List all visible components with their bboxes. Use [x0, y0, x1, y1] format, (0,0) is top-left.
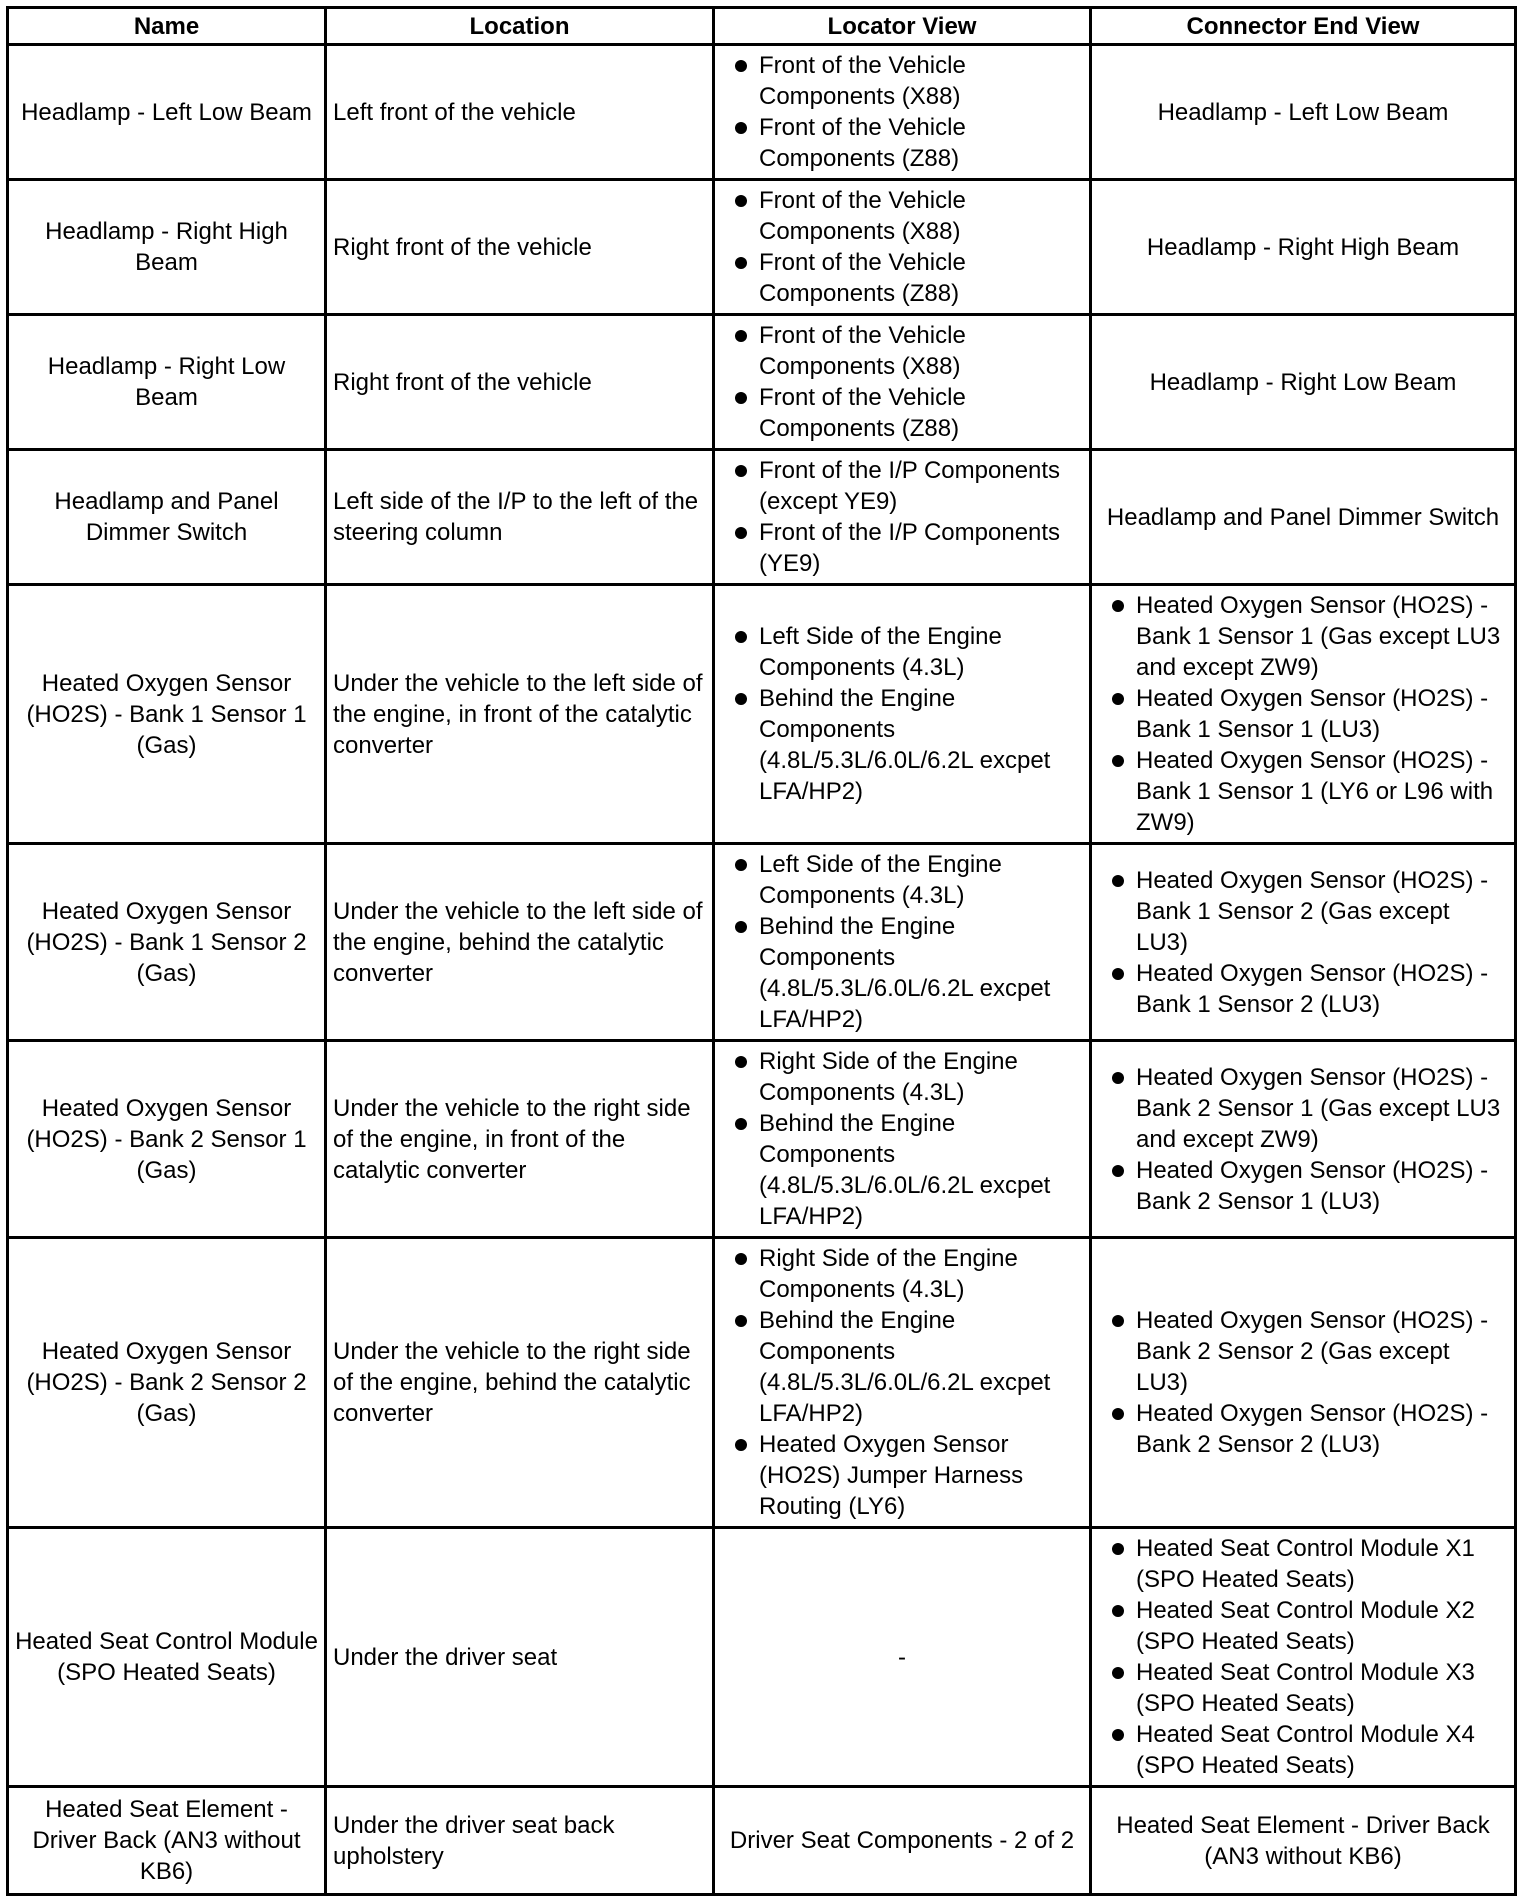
connector-end-view-text: Heated Seat Element - Driver Back (AN3 without KB6) — [1116, 1811, 1490, 1870]
header-row — [8, 8, 1516, 45]
connector-end-view-cell — [1091, 315, 1516, 450]
locator-view-list — [721, 849, 1083, 1035]
component-name: Heated Seat Control Module (SPO Heated Seats) — [8, 1528, 326, 1787]
header-name: Name — [8, 8, 326, 45]
connector-end-view-cell — [1091, 844, 1516, 1041]
connector-end-view-item: Heated Oxygen Sensor (HO2S) - Bank 1 Sensor 2 (Gas except LU3) — [1098, 865, 1508, 958]
locator-view-list — [721, 1243, 1083, 1522]
connector-end-view-item: Heated Oxygen Sensor (HO2S) - Bank 2 Sensor 2 (LU3) — [1098, 1398, 1508, 1460]
component-location: Under the vehicle to the right side of the engine, in front of the catalytic converter — [326, 1041, 714, 1238]
locator-view-list — [721, 621, 1083, 807]
locator-view-list — [721, 455, 1083, 579]
connector-end-view-list — [1098, 1533, 1508, 1781]
component-location: Right front of the vehicle — [326, 180, 714, 315]
locator-view-text: - — [898, 1643, 906, 1671]
locator-view-list — [721, 185, 1083, 309]
header-locator-view: Locator View — [714, 8, 1091, 45]
locator-view-cell — [714, 45, 1091, 180]
connector-end-view-cell — [1091, 180, 1516, 315]
table-row — [8, 450, 1516, 585]
connector-end-view-item: Heated Seat Control Module X3 (SPO Heated Seats) — [1098, 1657, 1508, 1719]
connector-end-view-list — [1098, 1305, 1508, 1460]
connector-end-view-text: Headlamp - Right Low Beam — [1149, 368, 1457, 396]
connector-end-view-item: Heated Seat Control Module X1 (SPO Heated Seats) — [1098, 1533, 1508, 1595]
connector-end-view-cell — [1091, 1787, 1516, 1895]
component-location: Under the vehicle to the left side of the engine, in front of the catalytic converter — [326, 585, 714, 844]
locator-view-cell — [714, 1238, 1091, 1528]
table-row — [8, 180, 1516, 315]
header-location: Location — [326, 8, 714, 45]
locator-view-cell — [714, 1041, 1091, 1238]
component-name: Heated Oxygen Sensor (HO2S) - Bank 1 Sensor 2 (Gas) — [8, 844, 326, 1041]
locator-view-item: Front of the Vehicle Components (X88) — [721, 185, 1083, 247]
connector-end-view-cell — [1091, 45, 1516, 180]
component-name: Heated Oxygen Sensor (HO2S) - Bank 2 Sensor 1 (Gas) — [8, 1041, 326, 1238]
connector-end-view-item: Heated Oxygen Sensor (HO2S) - Bank 1 Sensor 2 (LU3) — [1098, 958, 1508, 1020]
connector-end-view-item: Heated Oxygen Sensor (HO2S) - Bank 1 Sensor 1 (LU3) — [1098, 683, 1508, 745]
locator-view-item: Right Side of the Engine Components (4.3L) — [721, 1243, 1083, 1305]
locator-view-item: Left Side of the Engine Components (4.3L) — [721, 849, 1083, 911]
component-location: Left side of the I/P to the left of the steering column — [326, 450, 714, 585]
locator-view-item: Front of the I/P Components (except YE9) — [721, 455, 1083, 517]
component-locator-table — [6, 6, 1517, 1896]
connector-end-view-item: Heated Oxygen Sensor (HO2S) - Bank 2 Sensor 2 (Gas except LU3) — [1098, 1305, 1508, 1398]
table-row — [8, 1528, 1516, 1787]
locator-view-cell — [714, 450, 1091, 585]
connector-end-view-text: Headlamp - Right High Beam — [1146, 233, 1460, 261]
locator-view-list — [721, 320, 1083, 444]
locator-view-item: Front of the I/P Components (YE9) — [721, 517, 1083, 579]
locator-view-cell — [714, 315, 1091, 450]
component-name: Heated Oxygen Sensor (HO2S) - Bank 2 Sensor 2 (Gas) — [8, 1238, 326, 1528]
locator-view-item: Right Side of the Engine Components (4.3L) — [721, 1046, 1083, 1108]
header-connector-end-view: Connector End View — [1091, 8, 1516, 45]
connector-end-view-cell — [1091, 450, 1516, 585]
table-row — [8, 1041, 1516, 1238]
locator-view-item: Front of the Vehicle Components (Z88) — [721, 112, 1083, 174]
component-name: Headlamp and Panel Dimmer Switch — [8, 450, 326, 585]
connector-end-view-item: Heated Oxygen Sensor (HO2S) - Bank 1 Sensor 1 (LY6 or L96 with ZW9) — [1098, 745, 1508, 838]
locator-view-item: Front of the Vehicle Components (X88) — [721, 50, 1083, 112]
table-row — [8, 585, 1516, 844]
locator-view-cell — [714, 1528, 1091, 1787]
connector-end-view-item: Heated Oxygen Sensor (HO2S) - Bank 1 Sensor 1 (Gas except LU3 and except ZW9) — [1098, 590, 1508, 683]
connector-end-view-list — [1098, 590, 1508, 838]
connector-end-view-item: Heated Seat Control Module X4 (SPO Heated Seats) — [1098, 1719, 1508, 1781]
component-location: Right front of the vehicle — [326, 315, 714, 450]
locator-view-item: Behind the Engine Components (4.8L/5.3L/6.0L/6.2L excpet LFA/HP2) — [721, 1108, 1083, 1232]
component-location: Under the driver seat — [326, 1528, 714, 1787]
table-row — [8, 844, 1516, 1041]
connector-end-view-cell — [1091, 1041, 1516, 1238]
connector-end-view-text: Headlamp - Left Low Beam — [1157, 98, 1449, 126]
component-location: Under the vehicle to the left side of the engine, behind the catalytic converter — [326, 844, 714, 1041]
connector-end-view-item: Heated Oxygen Sensor (HO2S) - Bank 2 Sensor 1 (LU3) — [1098, 1155, 1508, 1217]
component-name: Headlamp - Left Low Beam — [8, 45, 326, 180]
locator-view-cell — [714, 180, 1091, 315]
table-row — [8, 315, 1516, 450]
locator-view-list — [721, 50, 1083, 174]
component-location: Under the driver seat back upholstery — [326, 1787, 714, 1895]
locator-view-cell — [714, 585, 1091, 844]
locator-view-cell — [714, 1787, 1091, 1895]
locator-view-item: Behind the Engine Components (4.8L/5.3L/6.0L/6.2L excpet LFA/HP2) — [721, 683, 1083, 807]
locator-view-item: Front of the Vehicle Components (Z88) — [721, 382, 1083, 444]
table-row — [8, 45, 1516, 180]
locator-view-item: Behind the Engine Components (4.8L/5.3L/6.0L/6.2L excpet LFA/HP2) — [721, 911, 1083, 1035]
locator-view-list — [721, 1046, 1083, 1232]
component-location: Left front of the vehicle — [326, 45, 714, 180]
component-location: Under the vehicle to the right side of the engine, behind the catalytic converter — [326, 1238, 714, 1528]
table-row — [8, 1787, 1516, 1895]
connector-end-view-item: Heated Oxygen Sensor (HO2S) - Bank 2 Sensor 1 (Gas except LU3 and except ZW9) — [1098, 1062, 1508, 1155]
connector-end-view-cell — [1091, 1528, 1516, 1787]
component-name: Heated Oxygen Sensor (HO2S) - Bank 1 Sensor 1 (Gas) — [8, 585, 326, 844]
table-row — [8, 1238, 1516, 1528]
locator-view-item: Heated Oxygen Sensor (HO2S) Jumper Harness Routing (LY6) — [721, 1429, 1083, 1522]
connector-end-view-item: Heated Seat Control Module X2 (SPO Heated Seats) — [1098, 1595, 1508, 1657]
connector-end-view-text: Headlamp and Panel Dimmer Switch — [1106, 503, 1500, 531]
locator-view-item: Front of the Vehicle Components (X88) — [721, 320, 1083, 382]
locator-view-item: Left Side of the Engine Components (4.3L) — [721, 621, 1083, 683]
locator-view-item: Front of the Vehicle Components (Z88) — [721, 247, 1083, 309]
component-name: Heated Seat Element - Driver Back (AN3 without KB6) — [8, 1787, 326, 1895]
connector-end-view-list — [1098, 1062, 1508, 1217]
connector-end-view-cell — [1091, 585, 1516, 844]
connector-end-view-list — [1098, 865, 1508, 1020]
locator-view-text: Driver Seat Components - 2 of 2 — [729, 1827, 1075, 1854]
locator-view-cell — [714, 844, 1091, 1041]
component-name: Headlamp - Right High Beam — [8, 180, 326, 315]
component-name: Headlamp - Right Low Beam — [8, 315, 326, 450]
locator-view-item: Behind the Engine Components (4.8L/5.3L/6.0L/6.2L excpet LFA/HP2) — [721, 1305, 1083, 1429]
connector-end-view-cell — [1091, 1238, 1516, 1528]
